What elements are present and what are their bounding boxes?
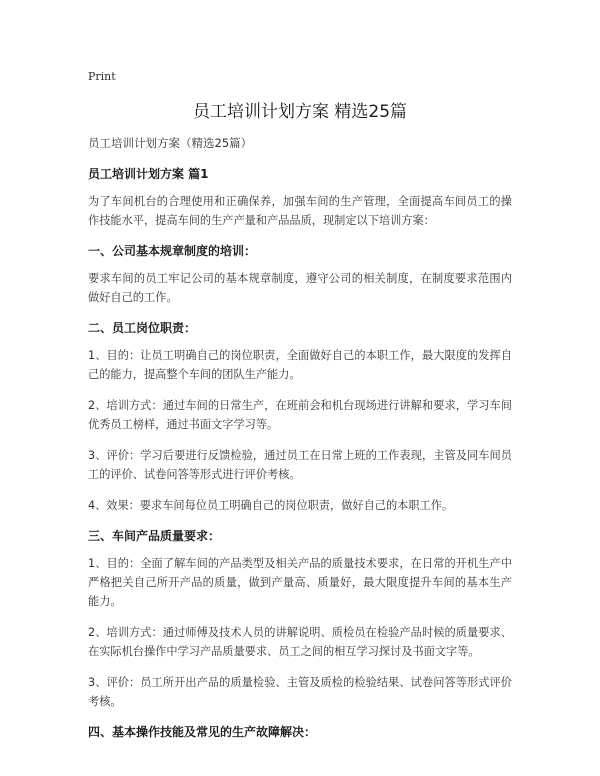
section-heading: 三、车间产品质量要求： [88,529,221,543]
section-heading: 四、基本操作技能及常见的生产故障解决： [88,725,317,739]
document-title: 员工培训计划方案 精选25篇 [192,102,408,122]
section-heading: 一、公司基本规章制度的培训： [88,244,257,258]
document-subtitle: 员工培训计划方案（精选25篇） [88,136,253,150]
paragraph: 4、效果：要求车间每位员工明确自己的岗位职责，做好自己的本职工作。 [88,499,454,512]
paragraph: 1、目的：让员工明确自己的岗位职责，全面做好自己的本职工作，最大限度的发挥自己的能力，提高整个车间的团队生产能力。 [88,349,512,381]
paragraph: 2、培训方式：通过车间的日常生产，在班前会和机台现场进行讲解和要求，学习车间优秀员工榜样，通过书面文字学习等。 [88,399,512,431]
paragraph: 为了车间机台的合理使用和正确保养，加强车间的生产管理，全面提高车间员工的操作技能水平，提高车间的生产产量和产品品质，现制定以下培训方案： [88,195,512,227]
paragraph: 1、目的：全面了解车间的产品类型及相关产品的质量技术要求，在日常的开机生产中严格把关自己所开产品的质量，做到产量高、质量好，最大限度提升车间的基本生产能力。 [88,557,512,608]
section-heading: 员工培训计划方案 篇1 [88,167,209,181]
section-heading: 二、员工岗位职责： [88,321,197,335]
paragraph: 3、评价：员工所开出产品的质量检验、主管及质检的检验结果、试卷问答等形式评价考核。 [88,676,512,708]
paragraph: 3、评价：学习后要进行反馈检验，通过员工在日常上班的工作表现，主管及同车间员工的评价、试卷问答等形式进行评价考核。 [88,449,512,481]
paragraph: 要求车间的员工牢记公司的基本规章制度，遵守公司的相关制度，在制度要求范围内做好自己的工作。 [88,272,512,304]
paragraph: 2、培训方式：通过师傅及技术人员的讲解说明、质检员在检验产品时候的质量要求、在实际机台操作中学习产品质量要求、员工之间的相互学习探讨及书面文字等。 [88,626,512,658]
print-link[interactable]: Print [88,70,116,83]
